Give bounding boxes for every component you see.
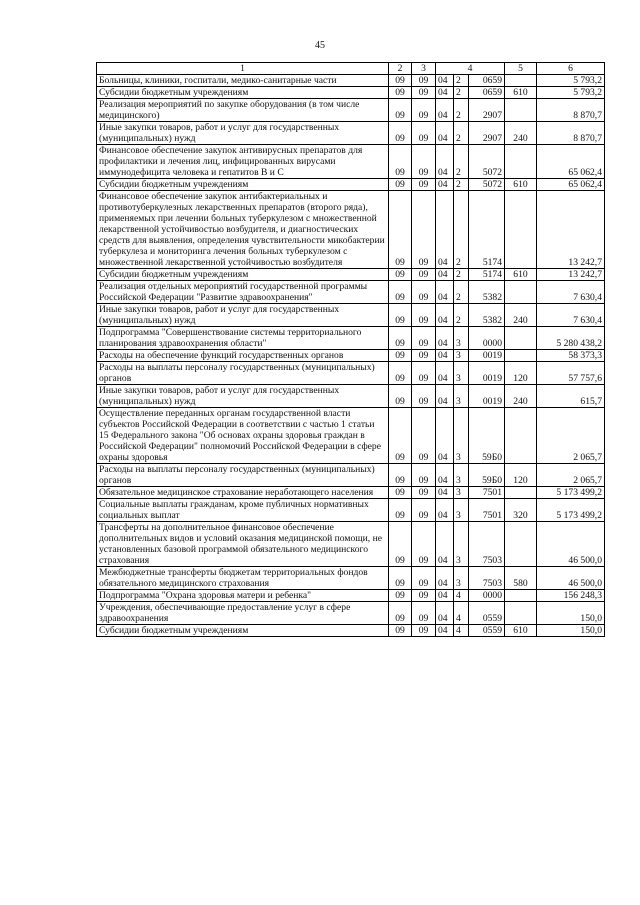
row-target-direction: 0659	[469, 75, 505, 87]
row-amount: 57 757,6	[537, 362, 605, 385]
row-expense-type: 120	[505, 464, 537, 487]
row-target-subprogram: 3	[454, 464, 469, 487]
row-name: Финансовое обеспечение закупок антибактериальных и противотуберкулезных лекарственных препаратов (второго ряда), применяемых при лечении больных туберкулезом с множественной лекарственной устойчивостью возбудителя, и диагностических средств для выявления, определения чувствительности микобактерии туберкулеза и мониторинга лечения больных туберкулезом с множественной лекарственной устойчивостью возбудителя	[97, 191, 389, 269]
row-expense-type	[505, 327, 537, 350]
row-name: Иные закупки товаров, работ и услуг для государственных (муниципальных) нужд	[97, 304, 389, 327]
header-col-5: 5	[505, 63, 537, 75]
row-target-direction: 5174	[469, 191, 505, 269]
row-target-direction: 5382	[469, 304, 505, 327]
row-target-direction: 0659	[469, 87, 505, 99]
table-row	[97, 87, 605, 99]
row-section: 09	[389, 362, 412, 385]
row-expense-type: 120	[505, 362, 537, 385]
row-subsection: 09	[412, 75, 436, 87]
row-section: 09	[389, 602, 412, 625]
row-expense-type	[505, 590, 537, 602]
header-col-3: 3	[412, 63, 436, 75]
row-target-program: 04	[436, 408, 454, 464]
row-target-subprogram: 2	[454, 304, 469, 327]
row-expense-type	[505, 522, 537, 567]
row-section: 09	[389, 350, 412, 362]
row-expense-type: 240	[505, 385, 537, 408]
row-target-subprogram: 2	[454, 269, 469, 281]
row-target-program: 04	[436, 304, 454, 327]
row-subsection: 09	[412, 179, 436, 191]
row-target-subprogram: 3	[454, 362, 469, 385]
row-amount: 615,7	[537, 385, 605, 408]
row-target-direction: 0019	[469, 362, 505, 385]
row-target-direction: 2907	[469, 99, 505, 122]
row-target-subprogram: 3	[454, 522, 469, 567]
row-subsection: 09	[412, 281, 436, 304]
row-target-direction: 7503	[469, 522, 505, 567]
row-target-program: 04	[436, 99, 454, 122]
row-target-subprogram: 2	[454, 281, 469, 304]
table-row	[97, 122, 605, 145]
row-target-subprogram: 3	[454, 350, 469, 362]
row-subsection: 09	[412, 487, 436, 499]
row-subsection: 09	[412, 350, 436, 362]
table-header-row	[97, 63, 605, 75]
row-expense-type: 240	[505, 122, 537, 145]
row-amount: 150,0	[537, 625, 605, 637]
row-subsection: 09	[412, 499, 436, 522]
row-section: 09	[389, 99, 412, 122]
table-row	[97, 464, 605, 487]
row-target-direction: 5382	[469, 281, 505, 304]
row-target-program: 04	[436, 487, 454, 499]
table-row	[97, 567, 605, 590]
row-subsection: 09	[412, 269, 436, 281]
row-amount: 7 630,4	[537, 281, 605, 304]
row-name: Трансферты на дополнительное финансовое обеспечение дополнительных видов и условий оказания медицинской помощи, не установленных базовой программой обязательного медицинского страхования	[97, 522, 389, 567]
row-section: 09	[389, 191, 412, 269]
row-section: 09	[389, 327, 412, 350]
row-amount: 65 062,4	[537, 145, 605, 179]
header-col-2: 2	[389, 63, 412, 75]
row-subsection: 09	[412, 464, 436, 487]
row-section: 09	[389, 281, 412, 304]
row-expense-type: 240	[505, 304, 537, 327]
row-amount: 13 242,7	[537, 269, 605, 281]
row-name: Подпрограмма "Охрана здоровья матери и ребенка"	[97, 590, 389, 602]
row-target-direction: 0000	[469, 590, 505, 602]
row-amount: 46 500,0	[537, 567, 605, 590]
row-target-subprogram: 2	[454, 191, 469, 269]
page-number: 45	[315, 40, 325, 51]
row-subsection: 09	[412, 99, 436, 122]
row-target-subprogram: 2	[454, 145, 469, 179]
row-target-program: 04	[436, 625, 454, 637]
row-section: 09	[389, 75, 412, 87]
row-target-subprogram: 3	[454, 567, 469, 590]
row-target-subprogram: 3	[454, 499, 469, 522]
row-target-subprogram: 2	[454, 179, 469, 191]
table-row	[97, 145, 605, 179]
row-amount: 5 793,2	[537, 87, 605, 99]
table-row	[97, 362, 605, 385]
row-target-subprogram: 2	[454, 99, 469, 122]
row-section: 09	[389, 87, 412, 99]
table-row	[97, 350, 605, 362]
row-target-direction: 59Б0	[469, 408, 505, 464]
table-row	[97, 499, 605, 522]
row-subsection: 09	[412, 522, 436, 567]
row-target-program: 04	[436, 590, 454, 602]
header-col-6: 6	[537, 63, 605, 75]
row-target-program: 04	[436, 179, 454, 191]
row-subsection: 09	[412, 567, 436, 590]
row-name: Больницы, клиники, госпитали, медико-санитарные части	[97, 75, 389, 87]
row-target-subprogram: 2	[454, 75, 469, 87]
row-target-program: 04	[436, 269, 454, 281]
row-target-direction: 0000	[469, 327, 505, 350]
row-section: 09	[389, 385, 412, 408]
row-subsection: 09	[412, 602, 436, 625]
row-expense-type: 610	[505, 269, 537, 281]
row-amount: 2 065,7	[537, 464, 605, 487]
row-target-direction: 5072	[469, 145, 505, 179]
row-expense-type	[505, 281, 537, 304]
row-name: Учреждения, обеспечивающие предоставление услуг в сфере здравоохранения	[97, 602, 389, 625]
row-target-direction: 5072	[469, 179, 505, 191]
row-target-program: 04	[436, 464, 454, 487]
row-target-program: 04	[436, 350, 454, 362]
row-target-program: 04	[436, 385, 454, 408]
row-target-program: 04	[436, 327, 454, 350]
row-subsection: 09	[412, 191, 436, 269]
row-subsection: 09	[412, 327, 436, 350]
row-expense-type	[505, 487, 537, 499]
row-name: Расходы на обеспечение функций государственных органов	[97, 350, 389, 362]
row-expense-type: 320	[505, 499, 537, 522]
row-amount: 46 500,0	[537, 522, 605, 567]
row-target-subprogram: 3	[454, 327, 469, 350]
row-subsection: 09	[412, 122, 436, 145]
row-target-direction: 0019	[469, 350, 505, 362]
row-name: Расходы на выплаты персоналу государственных (муниципальных) органов	[97, 464, 389, 487]
row-expense-type	[505, 602, 537, 625]
table-row	[97, 179, 605, 191]
row-expense-type	[505, 75, 537, 87]
row-expense-type	[505, 99, 537, 122]
row-section: 09	[389, 145, 412, 179]
row-name: Реализация отдельных мероприятий государственной программы Российской Федерации "Развитие здравоохранения"	[97, 281, 389, 304]
row-name: Реализация мероприятий по закупке оборудования (в том числе медицинского)	[97, 99, 389, 122]
table-row	[97, 522, 605, 567]
row-target-program: 04	[436, 567, 454, 590]
row-target-direction: 7501	[469, 499, 505, 522]
row-name: Иные закупки товаров, работ и услуг для государственных (муниципальных) нужд	[97, 385, 389, 408]
row-target-direction: 7501	[469, 487, 505, 499]
row-section: 09	[389, 408, 412, 464]
row-expense-type: 610	[505, 625, 537, 637]
row-target-program: 04	[436, 362, 454, 385]
row-amount: 156 248,3	[537, 590, 605, 602]
row-target-program: 04	[436, 75, 454, 87]
row-target-direction: 59Б0	[469, 464, 505, 487]
table-row	[97, 75, 605, 87]
row-target-direction: 7503	[469, 567, 505, 590]
row-amount: 58 373,3	[537, 350, 605, 362]
table-row	[97, 408, 605, 464]
row-section: 09	[389, 590, 412, 602]
row-amount: 150,0	[537, 602, 605, 625]
row-section: 09	[389, 522, 412, 567]
row-section: 09	[389, 464, 412, 487]
table-row	[97, 625, 605, 637]
row-target-subprogram: 2	[454, 122, 469, 145]
row-target-direction: 0559	[469, 625, 505, 637]
row-target-subprogram: 2	[454, 87, 469, 99]
row-subsection: 09	[412, 304, 436, 327]
row-target-direction: 0559	[469, 602, 505, 625]
table-row	[97, 385, 605, 408]
row-subsection: 09	[412, 408, 436, 464]
row-amount: 5 173 499,2	[537, 487, 605, 499]
row-expense-type	[505, 191, 537, 269]
row-target-subprogram: 3	[454, 487, 469, 499]
row-target-subprogram: 3	[454, 385, 469, 408]
row-subsection: 09	[412, 385, 436, 408]
table-row	[97, 327, 605, 350]
row-target-subprogram: 4	[454, 590, 469, 602]
row-name: Социальные выплаты гражданам, кроме публичных нормативных социальных выплат	[97, 499, 389, 522]
row-target-program: 04	[436, 87, 454, 99]
table-row	[97, 602, 605, 625]
row-target-program: 04	[436, 522, 454, 567]
row-expense-type: 580	[505, 567, 537, 590]
row-target-subprogram: 4	[454, 625, 469, 637]
row-name: Субсидии бюджетным учреждениям	[97, 87, 389, 99]
row-section: 09	[389, 625, 412, 637]
row-name: Межбюджетные трансферты бюджетам территориальных фондов обязательного медицинского страхования	[97, 567, 389, 590]
row-section: 09	[389, 499, 412, 522]
row-amount: 5 280 438,2	[537, 327, 605, 350]
row-target-program: 04	[436, 602, 454, 625]
row-target-program: 04	[436, 499, 454, 522]
row-amount: 2 065,7	[537, 408, 605, 464]
row-amount: 7 630,4	[537, 304, 605, 327]
row-name: Иные закупки товаров, работ и услуг для государственных (муниципальных) нужд	[97, 122, 389, 145]
table-row	[97, 99, 605, 122]
table-row	[97, 590, 605, 602]
row-target-program: 04	[436, 281, 454, 304]
row-name: Финансовое обеспечение закупок антивирусных препаратов для профилактики и лечения лиц, инфицированных вирусами иммунодефицита человека и гепатитов В и С	[97, 145, 389, 179]
row-target-direction: 5174	[469, 269, 505, 281]
row-amount: 65 062,4	[537, 179, 605, 191]
row-section: 09	[389, 567, 412, 590]
row-amount: 13 242,7	[537, 191, 605, 269]
row-section: 09	[389, 122, 412, 145]
header-col-4: 4	[436, 63, 505, 75]
row-target-subprogram: 4	[454, 602, 469, 625]
row-name: Подпрограмма "Совершенствование системы территориального планирования здравоохранения области"	[97, 327, 389, 350]
table-row	[97, 191, 605, 269]
row-section: 09	[389, 304, 412, 327]
row-name: Субсидии бюджетным учреждениям	[97, 179, 389, 191]
row-name: Обязательное медицинское страхование неработающего населения	[97, 487, 389, 499]
budget-table	[96, 62, 605, 637]
table-row	[97, 269, 605, 281]
row-amount: 5 793,2	[537, 75, 605, 87]
row-amount: 8 870,7	[537, 122, 605, 145]
row-expense-type: 610	[505, 179, 537, 191]
row-name: Расходы на выплаты персоналу государственных (муниципальных) органов	[97, 362, 389, 385]
table-row	[97, 487, 605, 499]
row-expense-type	[505, 350, 537, 362]
row-target-program: 04	[436, 122, 454, 145]
row-target-subprogram: 3	[454, 408, 469, 464]
row-target-program: 04	[436, 145, 454, 179]
row-subsection: 09	[412, 87, 436, 99]
row-section: 09	[389, 269, 412, 281]
table-row	[97, 304, 605, 327]
row-subsection: 09	[412, 362, 436, 385]
row-amount: 5 173 499,2	[537, 499, 605, 522]
row-expense-type: 610	[505, 87, 537, 99]
row-section: 09	[389, 179, 412, 191]
row-target-program: 04	[436, 191, 454, 269]
table-row	[97, 281, 605, 304]
row-target-direction: 2907	[469, 122, 505, 145]
header-col-1: 1	[97, 63, 389, 75]
row-name: Субсидии бюджетным учреждениям	[97, 625, 389, 637]
row-subsection: 09	[412, 590, 436, 602]
row-amount: 8 870,7	[537, 99, 605, 122]
row-subsection: 09	[412, 145, 436, 179]
row-subsection: 09	[412, 625, 436, 637]
row-expense-type	[505, 145, 537, 179]
row-target-direction: 0019	[469, 385, 505, 408]
row-name: Осуществление переданных органам государственной власти субъектов Российской Федерации в соответствии с частью 1 статьи 15 Федерального закона "Об основах охраны здоровья граждан в Российской Федерации" полномочий Российской Федерации в сфере охраны здоровья	[97, 408, 389, 464]
row-expense-type	[505, 408, 537, 464]
row-name: Субсидии бюджетным учреждениям	[97, 269, 389, 281]
row-section: 09	[389, 487, 412, 499]
